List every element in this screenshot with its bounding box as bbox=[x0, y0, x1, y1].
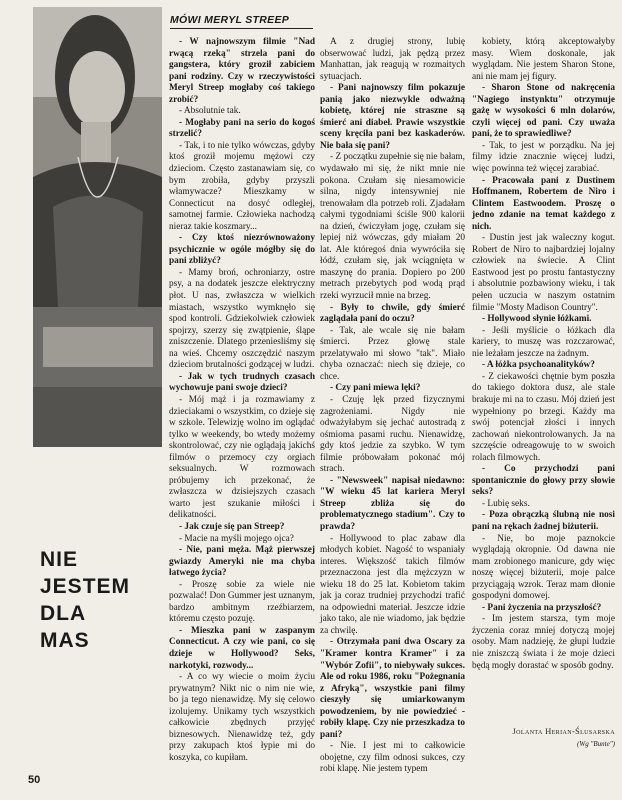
answer-paragraph: - Tak, i to nie tylko wówczas, gdyby ktoś groził mojemu mężowi czy dzieciom. Często zastanawiam się, co bym zrobiła, gdyby przyszli włamywacze? Mieszkamy w Connecticut na dosyć odległej, samotnej farmie. Człowieka nachodzą nieraz takie koszmary... bbox=[169, 140, 315, 232]
article-header bbox=[170, 10, 313, 29]
answer-paragraph: - Lubię seks. bbox=[482, 498, 530, 509]
question-paragraph: - Były to chwile, gdy śmierć zaglądała pani do oczu? bbox=[320, 302, 465, 325]
question-paragraph: - Mogłaby pani na serio do kogoś strzelić? bbox=[169, 117, 315, 140]
answer-paragraph: - Tak, to jest w porządku. Na jej filmy idzie znacznie więcej ludzi, więc powinna też więcej zarabiać. bbox=[472, 140, 615, 175]
text-column-1 bbox=[169, 37, 315, 764]
question-paragraph: - Sharon Stone od nakręcenia "Nagiego instynktu" otrzymuje gażę w wysokości 6 mln dolarów, czyli więcej od pani. Czy uważa pani, że to sprawiedliwe? bbox=[472, 83, 615, 140]
question-paragraph: - Otrzymała pani dwa Oscary za "Kramer kontra Kramer" i za "Wybór Zofii", to niebywały sukces. Ale od roku 1986, roku "Pożegnania z Afryką", wszystkie pani filmy cieszyły się umiarkowanym powodzeniem, by nie powiedzieć - robiły klapę. Czy nie przeszkadza to pani? bbox=[320, 637, 465, 740]
answer-paragraph: A z drugiej strony, lubię obserwować ludzi, jak pędzą przez Manhattan, jak reagują w rozmaitych sytuacjach. bbox=[320, 37, 465, 82]
answer-paragraph: - Im jestem starsza, tym moje życzenia coraz mniej dotyczą mojej osoby. Mam nadzieję, że głupi ludzie nie zniszczą świata i że moje dzieci będą mogły dorastać w sposób godny. bbox=[472, 614, 615, 671]
answer-paragraph: - Hollywood to plac zabaw dla młodych kobiet. Nagość to wspaniały interes. Większość takich filmów przeznaczona jest dla mężczyzn w wieku 18 do 25 lat. Kobietom takim jak ja coraz trudniej przychodzi trafić na odpowiedni materiał. Jeszcze idzie jako tako, ale nie wiadomo, jak będzie za chwilę. bbox=[320, 533, 465, 636]
portrait-photo bbox=[33, 7, 162, 447]
source-note: (Wg "Bunte") bbox=[577, 740, 615, 748]
answer-paragraph: - Macie na myśli mojego ojca? bbox=[179, 533, 294, 544]
author-signature: Jolanta Herian-Ślusarska bbox=[512, 727, 615, 736]
answer-paragraph: - Z ciekawości chętnie bym poszła do takiego doktora dusz, ale stale brakuje mi na to czasu. Mój dzień jest wypełniony po brzegi. Każdy ma swój potencjał złości i innych zachowań niekontrolowanych. Ja na szczęście odreagowuję to w swoich rolach filmowych. bbox=[472, 371, 615, 463]
title-line: NIE bbox=[40, 548, 79, 571]
answer-paragraph: - Nie. I jest mi to całkowicie obojętne, czy film odnosi sukces, czy robi klapę. Nie jestem typem bbox=[320, 741, 465, 775]
question-paragraph: - "Newsweek" napisał niedawno: "W wieku 45 lat kariera Meryl Streep zbliża się do problematycznego stadium". Czy to prawda? bbox=[320, 475, 465, 532]
answer-paragraph: - Tak, ale wcale się nie bałam śmierci. Przez głowę stale przelatywało mi słowo "tak". Miało chyba oznaczać: niech się dzieje, co chce. bbox=[320, 325, 465, 382]
answer-paragraph: - A co wy wiecie o moim życiu prywatnym? Nikt nic o nim nie wie, bo ja tego nienawidzę. My się celowo izolujemy. Unikamy tych wszystkich całkowicie zbędnych przyjęć biznesowych. Nienawidzę też, gdy przy zakupach ktoś łypie mi do koszyka, co kupiłam. bbox=[169, 672, 315, 763]
question-paragraph: - A łóżka psychoanalityków? bbox=[482, 360, 595, 371]
question-paragraph: - Pani życzenia na przyszłość? bbox=[482, 602, 602, 613]
header-text: MÓWI MERYL STREEP bbox=[170, 14, 290, 26]
question-paragraph: - Hollywood słynie łóżkami. bbox=[482, 314, 592, 325]
answer-paragraph: - Absolutnie tak. bbox=[179, 106, 241, 117]
question-paragraph: - Co przychodzi pani spontanicznie do głowy przy słowie seks? bbox=[472, 464, 615, 498]
question-paragraph: - Jak czuje się pan Streep? bbox=[179, 521, 285, 532]
title-line: DLA bbox=[40, 602, 87, 625]
answer-paragraph: - Nie, bo moje paznokcie wyglądają okropnie. Od dawna nie mam zrobionego manicure, gdy więc noszę więcej biżuterii, moje palce przyciągają wzrok. Teraz mam dłonie gospodyni domowej. bbox=[472, 533, 615, 602]
question-paragraph: - Czy ktoś niezrównoważony psychicznie w ogóle mógłby się do pani zbliżyć? bbox=[169, 233, 315, 267]
answer-paragraph: kobiety, którą akceptowałyby masy. Wiem doskonale, jak wyglądam. Nie jestem Sharon Stone, ani nie mam jej figury. bbox=[472, 37, 615, 82]
title-line: MAS bbox=[40, 629, 90, 652]
question-paragraph: - W najnowszym filmie "Nad rwącą rzeką" strzela pani do gangstera, który groził zabiciem pani rodziny. Czy w rzeczywistości Meryl Streep mogłaby coś takiego zrobić? bbox=[169, 37, 315, 105]
answer-paragraph: - Proszę sobie za wiele nie pozwalać! Don Gummer jest uznanym, bardzo ambitnym rzeźbiarzem, któremu często pozuję. bbox=[169, 579, 315, 625]
question-paragraph: - Czy pani miewa lęki? bbox=[330, 383, 421, 394]
answer-paragraph: - Jeśli myślicie o łóżkach dla kariery, to muszę was rozczarować, nie leżałam jeszcze na żadnym. bbox=[472, 325, 615, 359]
title-line: JESTEM bbox=[40, 575, 131, 598]
answer-paragraph: - Czuję lęk przed fizycznymi zagrożeniami. Nigdy nie odważyłabym się jechać autostradą z ośmioma pasami ruchu. Nienawidzę, gdy ktoś jedzie za szybko. W tym filmie próbowałam pokonać mój strach. bbox=[320, 394, 465, 475]
page-number: 50 bbox=[28, 774, 41, 786]
answer-paragraph: - Z początku zupełnie się nie bałam, wydawało mi się, że nikt mnie nie pokona. Czułam się niesamowicie silna, nigdy intensywniej nie trenowałam dla potrzeb roli. Zjadałam całymi tygodniami ściśle 900 kalorii na dzień, ćwiczyłam jogę, czułam się lepiej niż wówczas, gdy miałam 20 lat. Ale któregoś dnia wywróciła się łódź, czułam się, jak wciągnięta w maszynę do prania. Dopiero po 200 metrach przebytych pod wodą prąd rzeki wyrzucił mnie na brzeg. bbox=[320, 152, 465, 302]
question-paragraph: - Jak w tych trudnych czasach wychowuje pani swoje dzieci? bbox=[169, 371, 315, 394]
question-paragraph: - Pani najnowszy film pokazuje panią jako niezwykle odważną kobietę, której nie straszne są śmierć ani diabeł. Prawie wszystkie sceny kręciła pani bez kaskaderów. Nie bała się pani? bbox=[320, 83, 465, 151]
question-paragraph: - Poza obrączką ślubną nie nosi pani na rękach żadnej biżuterii. bbox=[472, 510, 615, 532]
answer-paragraph: - Dustin jest jak waleczny kogut. Robert de Niro to najbardziej lojalny człowiek na świecie. A Clint Eastwood jest po prostu fantastyczny i absolutnie pozbawiony wieku, i tak pełen uczucia w naszym ostatnim filmie "Mosty Madison Country". bbox=[472, 233, 615, 313]
article-title bbox=[40, 546, 140, 654]
question-paragraph: - Mieszka pani w zaspanym Connecticut. A czy wie pani, co się dzieje w Hollywood? Seks, narkotyki, rozwody... bbox=[169, 625, 315, 671]
text-column-3 bbox=[472, 37, 615, 672]
text-column-2 bbox=[320, 37, 465, 776]
answer-paragraph: - Mamy broń, ochroniarzy, ostre psy, a na dodatek jeszcze elektryczny płot. U nas, zwłaszcza w wielkich miastach, wszystko wymknęło się spod kontroli. Gdziekolwiek człowiek spojrzy, szerzy się zwątpienie, śląpe zniszczenie. Dlatego przeniesliśmy się na wieś. Chcemy oszczędzić naszym dzieciom brutalności godzącej w ludzi. bbox=[169, 267, 315, 371]
question-paragraph: - Nie, pani męża. Mąż pierwszej gwiazdy Ameryki nie ma chyba łatwego życia? bbox=[169, 545, 315, 579]
question-paragraph: - Pracowała pani z Dustinem Hoffmanem, Robertem de Niro i Clintem Eastwoodem. Proszę o jedno zdanie na temat każdego z nich. bbox=[472, 175, 615, 232]
answer-paragraph: - Mój mąż i ja rozmawiamy z dzieciakami o wszystkim, co dzieje się w szkole. Telewizję wolno im oglądać tylko w weekendy, bo wtedy możemy skontrolować, czy nie oglądają jakichś filmów o przemocy czy orgiach seksualnych. W rozmowach próbujemy ich przekonać, że zwłaszcza w dzisiejszych czasach warto jest szukanie miłości i delikatności. bbox=[169, 394, 315, 521]
